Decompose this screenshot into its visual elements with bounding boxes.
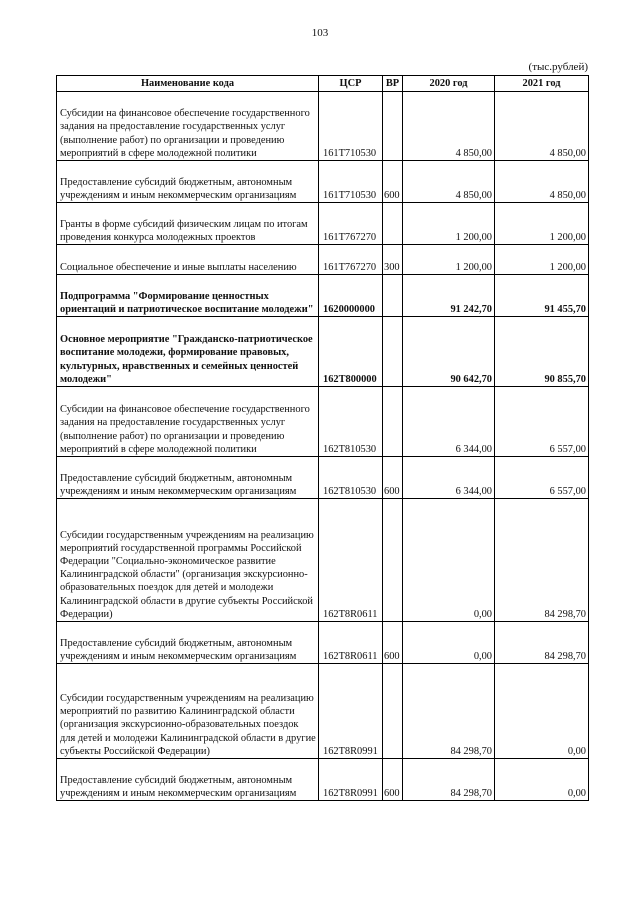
row-name: Основное мероприятие "Гражданско-патриотическое воспитание молодежи, формирование правовых, культурных, нравственных и семейных ценностей молодежи" (57, 317, 319, 387)
row-value-2020: 1 200,00 (403, 203, 495, 245)
row-csr: 161Т710530 (319, 161, 383, 203)
row-vr (383, 203, 403, 245)
row-vr (383, 664, 403, 759)
row-value-2020: 0,00 (403, 622, 495, 664)
row-value-2020: 91 242,70 (403, 275, 495, 317)
table-header-row (57, 76, 589, 92)
table-row (57, 499, 589, 622)
table-row (57, 457, 589, 499)
row-name: Гранты в форме субсидий физическим лицам по итогам проведения конкурса молодежных проектов (57, 203, 319, 245)
row-value-2020: 84 298,70 (403, 759, 495, 801)
row-value-2021: 0,00 (495, 664, 589, 759)
table-row (57, 317, 589, 387)
header-csr: ЦСР (319, 76, 383, 92)
row-csr: 161Т710530 (319, 92, 383, 161)
row-vr: 600 (383, 622, 403, 664)
row-value-2020: 4 850,00 (403, 92, 495, 161)
table-row (57, 92, 589, 161)
table-row (57, 622, 589, 664)
table-row (57, 759, 589, 801)
row-value-2020: 1 200,00 (403, 245, 495, 275)
row-vr (383, 387, 403, 457)
row-name: Предоставление субсидий бюджетным, автономным учреждениям и иным некоммерческим организациям (57, 161, 319, 203)
row-value-2021: 4 850,00 (495, 161, 589, 203)
row-value-2021: 84 298,70 (495, 622, 589, 664)
row-csr: 161Т767270 (319, 245, 383, 275)
table-row (57, 161, 589, 203)
budget-table (56, 75, 589, 801)
units-label: (тыс.рублей) (528, 61, 588, 73)
row-csr: 162Т8R0991 (319, 759, 383, 801)
row-name: Социальное обеспечение и иные выплаты населению (57, 245, 319, 275)
row-value-2020: 6 344,00 (403, 387, 495, 457)
row-vr (383, 499, 403, 622)
table-row (57, 275, 589, 317)
row-name: Субсидии государственным учреждениям на реализацию мероприятий по развитию Калининградской области (организация экскурсионно-образовательных поездок для детей и молодежи Калининградской области в другие субъекты Российской Федерации) (57, 664, 319, 759)
row-csr: 161Т767270 (319, 203, 383, 245)
row-name: Субсидии государственным учреждениям на реализацию мероприятий государственной программы Российской Федерации "Социально-экономическое развитие Калининградской области" (организация экскурсионно-образовательных поездок для детей и молодежи Калининградской области в другие субъекты Российской Федерации) (57, 499, 319, 622)
row-csr: 162Т810530 (319, 387, 383, 457)
table-row (57, 387, 589, 457)
table-row (57, 245, 589, 275)
row-vr: 300 (383, 245, 403, 275)
row-value-2020: 90 642,70 (403, 317, 495, 387)
row-csr: 162Т8R0991 (319, 664, 383, 759)
row-value-2021: 6 557,00 (495, 387, 589, 457)
row-value-2021: 6 557,00 (495, 457, 589, 499)
row-name: Субсидии на финансовое обеспечение государственного задания на предоставление государственных услуг (выполнение работ) по организации и проведению мероприятий в сфере молодежной политики (57, 387, 319, 457)
table-row (57, 664, 589, 759)
row-vr (383, 92, 403, 161)
row-vr: 600 (383, 759, 403, 801)
row-value-2021: 1 200,00 (495, 245, 589, 275)
row-value-2021: 4 850,00 (495, 92, 589, 161)
row-value-2021: 91 455,70 (495, 275, 589, 317)
row-value-2021: 1 200,00 (495, 203, 589, 245)
row-value-2020: 4 850,00 (403, 161, 495, 203)
row-value-2021: 0,00 (495, 759, 589, 801)
row-name: Предоставление субсидий бюджетным, автономным учреждениям и иным некоммерческим организациям (57, 622, 319, 664)
row-vr (383, 275, 403, 317)
row-csr: 162Т800000 (319, 317, 383, 387)
row-vr: 600 (383, 161, 403, 203)
row-value-2020: 0,00 (403, 499, 495, 622)
row-name: Предоставление субсидий бюджетным, автономным учреждениям и иным некоммерческим организациям (57, 759, 319, 801)
row-value-2021: 84 298,70 (495, 499, 589, 622)
header-name: Наименование кода (57, 76, 319, 92)
row-vr (383, 317, 403, 387)
table-row (57, 203, 589, 245)
header-2020: 2020 год (403, 76, 495, 92)
header-vr: ВР (383, 76, 403, 92)
row-value-2020: 6 344,00 (403, 457, 495, 499)
header-2021: 2021 год (495, 76, 589, 92)
row-name: Субсидии на финансовое обеспечение государственного задания на предоставление государственных услуг (выполнение работ) по организации и проведению мероприятий в сфере молодежной политики (57, 92, 319, 161)
row-csr: 162Т8R0611 (319, 499, 383, 622)
row-vr: 600 (383, 457, 403, 499)
page-number: 103 (311, 27, 329, 39)
row-name: Подпрограмма "Формирование ценностных ориентаций и патриотическое воспитание молодежи" (57, 275, 319, 317)
row-csr: 162Т810530 (319, 457, 383, 499)
row-value-2021: 90 855,70 (495, 317, 589, 387)
row-name: Предоставление субсидий бюджетным, автономным учреждениям и иным некоммерческим организациям (57, 457, 319, 499)
row-csr: 162Т8R0611 (319, 622, 383, 664)
row-csr: 1620000000 (319, 275, 383, 317)
row-value-2020: 84 298,70 (403, 664, 495, 759)
